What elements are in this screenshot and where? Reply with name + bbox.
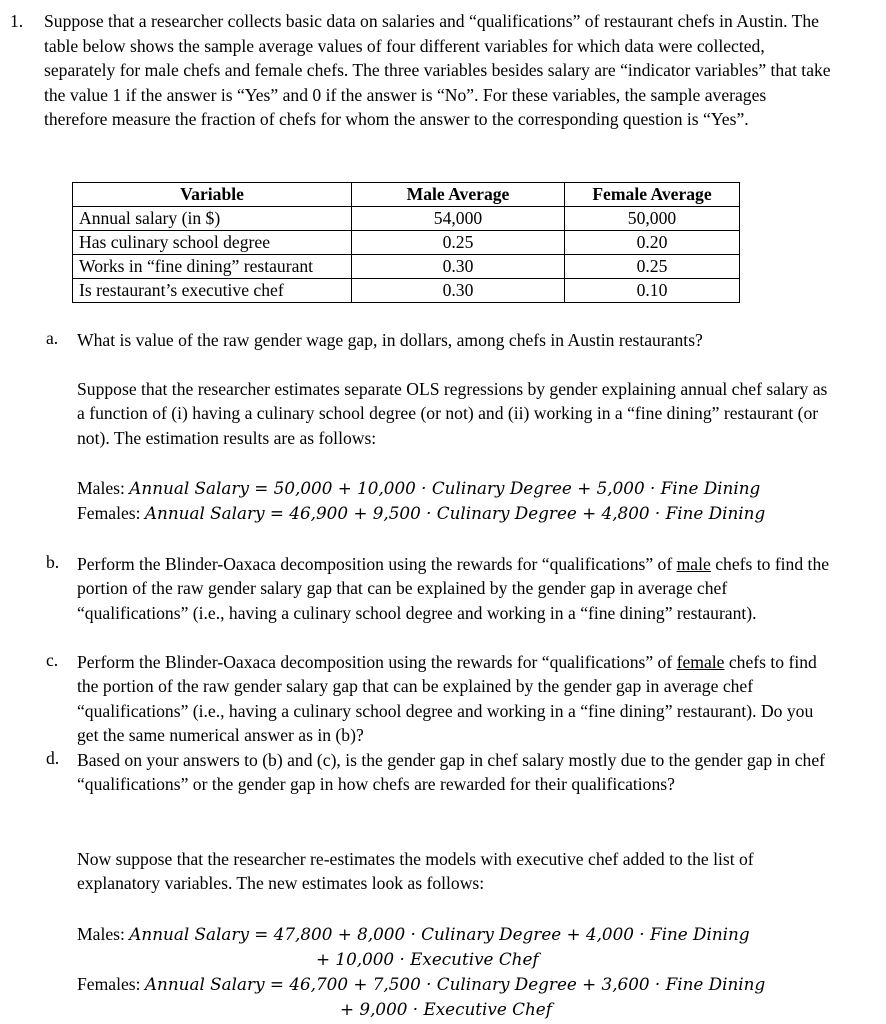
equation-males-2-cont xyxy=(316,947,539,971)
part-c-post: chefs to find the portion of the raw gender salary gap that can be explained by the gender gap in average chef “qualifications” (i.e., having a culinary school degree and working in a “fine dining” restaurant). Do you get the same numerical answer as in (b)? xyxy=(77,652,817,745)
part-b-underlined: male xyxy=(676,554,711,574)
part-c-text xyxy=(77,650,837,747)
equation-text: + 10,000 · Executive Chef xyxy=(316,949,539,969)
equation-males-2 xyxy=(77,922,750,946)
equation-text: Annual Salary = 50,000 + 10,000 · Culinary Degree + 5,000 · Fine Dining xyxy=(129,478,761,498)
equation-prefix: Females: xyxy=(77,503,145,523)
table-cell: Works in “fine dining” restaurant xyxy=(73,255,352,279)
question-number: 1. xyxy=(10,11,24,31)
table-cell: 0.10 xyxy=(565,279,740,303)
table-row xyxy=(73,207,740,231)
equation-females-2 xyxy=(77,972,765,996)
equation-text: Annual Salary = 46,900 + 9,500 · Culinary Degree + 4,800 · Fine Dining xyxy=(144,503,766,523)
part-d-text: Based on your answers to (b) and (c), is the gender gap in chef salary mostly due to the gender gap in chef “qualifications” or the gender gap in how chefs are rewarded for their qualifications? xyxy=(77,750,825,795)
part-a-text: What is value of the raw gender wage gap, in dollars, among chefs in Austin restaurants? xyxy=(77,330,703,350)
table-cell: 0.30 xyxy=(352,279,565,303)
equation-females-1 xyxy=(77,501,765,525)
table-cell: Is restaurant’s executive chef xyxy=(73,279,352,303)
part-c-pre: Perform the Blinder-Oaxaca decomposition using the rewards for “qualifications” of xyxy=(77,652,677,672)
table-cell: 50,000 xyxy=(565,207,740,231)
equation-prefix: Females: xyxy=(77,974,145,994)
reestimate-paragraph: Now suppose that the researcher re-estimates the models with executive chef added to the list of explanatory variables. The new estimates look as follows: xyxy=(77,849,754,894)
part-b-post: chefs to find the portion of the raw gender salary gap that can be explained by the gender gap in average chef “qualifications” (i.e., having a culinary school degree and working in a “fine dining” restaurant). xyxy=(77,554,830,623)
equation-text: Annual Salary = 47,800 + 8,000 · Culinary Degree + 4,000 · Fine Dining xyxy=(129,924,750,944)
table-row xyxy=(73,231,740,255)
part-b-label: b. xyxy=(46,552,60,572)
table-row xyxy=(73,255,740,279)
intro-paragraph: Suppose that a researcher collects basic data on salaries and “qualifications” of restaurant chefs in Austin. The table below shows the sample average values of four different variables for which data were collected, separately for male chefs and female chefs. The three variables besides salary are “indicator variables” that take the value 1 if the answer is “Yes” and 0 if the answer is “No”. For these variables, the sample averages therefore measure the fraction of chefs for whom the answer to the corresponding question is “Yes”. xyxy=(44,11,831,130)
table-cell: 0.25 xyxy=(352,231,565,255)
part-c-label: c. xyxy=(46,650,59,670)
header-female-average: Female Average xyxy=(565,183,740,207)
equation-text: + 9,000 · Executive Chef xyxy=(340,999,552,1019)
equation-males-1 xyxy=(77,476,760,500)
table-row xyxy=(73,279,740,303)
part-d-label: d. xyxy=(46,748,60,768)
part-a-label: a. xyxy=(46,328,59,348)
header-male-average: Male Average xyxy=(352,183,565,207)
ols-paragraph: Suppose that the researcher estimates separate OLS regressions by gender explaining annual chef salary as a function of (i) having a culinary school degree (or not) and (ii) working in a “fine dining” restaurant (or not). The estimation results are as follows: xyxy=(77,379,828,448)
equation-prefix: Males: xyxy=(77,478,130,498)
part-c-underlined: female xyxy=(676,652,725,672)
averages-table xyxy=(72,182,740,303)
table-cell: Annual salary (in $) xyxy=(73,207,352,231)
part-b-text xyxy=(77,552,837,625)
table-cell: 0.30 xyxy=(352,255,565,279)
equation-text: Annual Salary = 46,700 + 7,500 · Culinary Degree + 3,600 · Fine Dining xyxy=(144,974,766,994)
equation-prefix: Males: xyxy=(77,924,130,944)
table-cell: 54,000 xyxy=(352,207,565,231)
table-cell: 0.25 xyxy=(565,255,740,279)
table-header-row xyxy=(73,183,740,207)
table-cell: Has culinary school degree xyxy=(73,231,352,255)
header-variable: Variable xyxy=(73,183,352,207)
part-b-pre: Perform the Blinder-Oaxaca decomposition using the rewards for “qualifications” of xyxy=(77,554,677,574)
table-cell: 0.20 xyxy=(565,231,740,255)
equation-females-2-cont xyxy=(340,997,552,1021)
